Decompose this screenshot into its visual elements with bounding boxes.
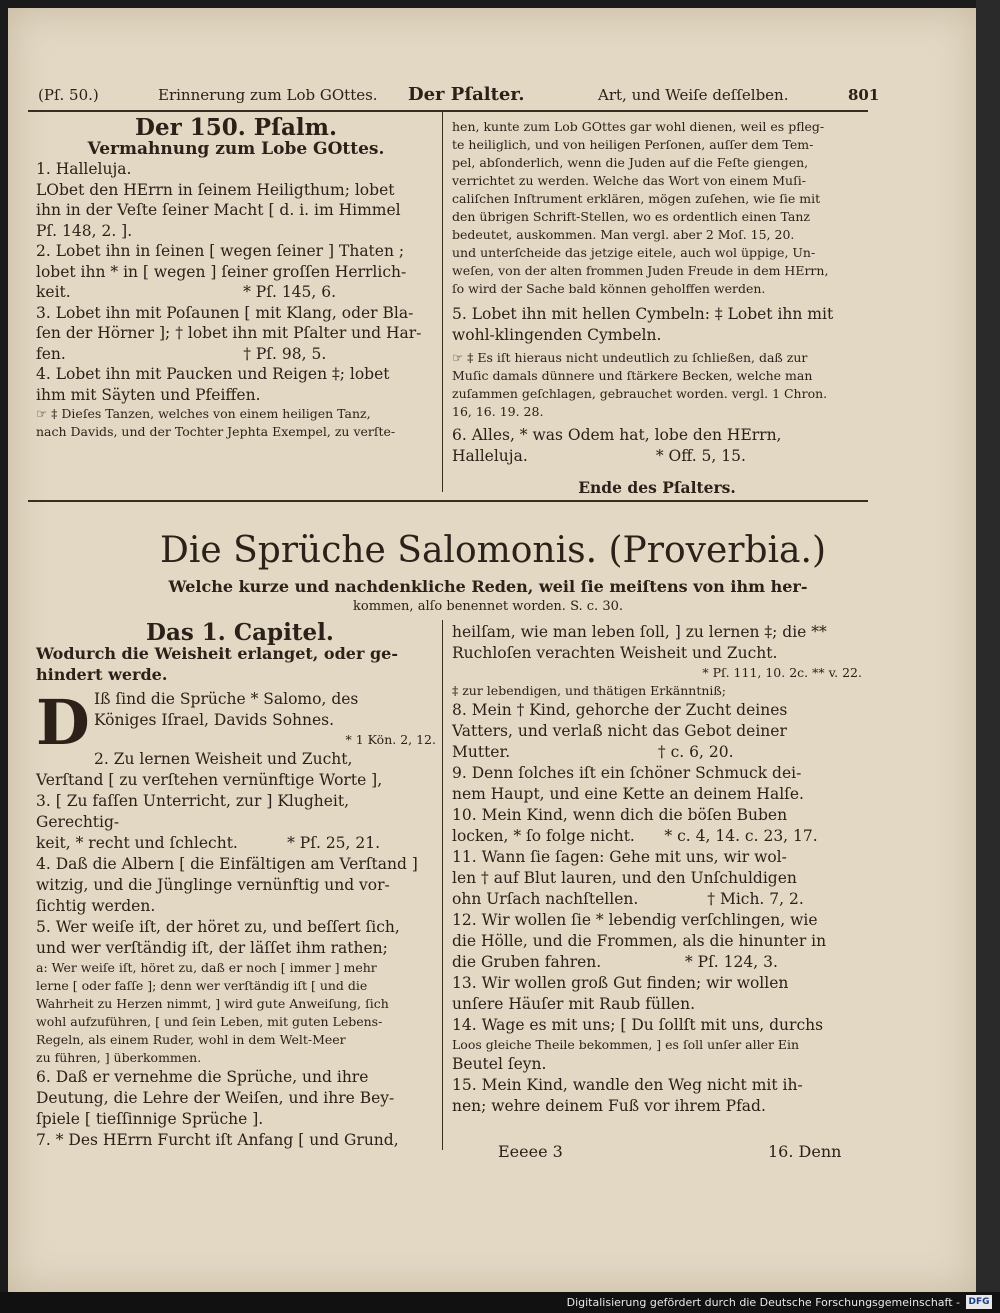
psalm-note: ☞ ‡ Dieſes Tanzen, welches von einem heiligen Tanz, (36, 406, 371, 421)
psalm-line: 5. Lobet ihn mit hellen Cymbeln: ‡ Lobet ihn mit (452, 305, 834, 323)
verse-line: 2. Zu lernen Weisheit und Zucht, (94, 750, 353, 768)
psalm-line: 1. Halleluja. (36, 160, 132, 178)
psalm-note: Muſic damals dünnere und ſtärkere Becken, welche man (452, 368, 813, 383)
verse-line: 4. Daß die Albern [ die Einfältigen am Verſtand ] (36, 855, 418, 873)
psalm-left-column (36, 114, 436, 441)
psalm-line: Pſ. 148, 2. ]. (36, 221, 133, 240)
psalm-line: keit. * Pſ. 145, 6. (36, 283, 337, 301)
verse-line: ohn Urſach nachſtellen. † Mich. 7, 2. (452, 890, 804, 908)
proverbs-left-column (36, 619, 436, 1151)
psalm-subtitle: Vermahnung zum Lobe GOttes. (87, 138, 385, 159)
verse-line: ſichtig werden. (36, 897, 156, 915)
psalm-line: ihm mit Säyten und Pfeiffen. (36, 385, 261, 404)
psalm-note: te heiliglich, und von heiligen Perſonen, auſſer dem Tem- (452, 137, 814, 152)
verse-ref: * Pſ. 111, 10. 2c. ** v. 22. (702, 665, 862, 680)
drop-cap-initial: D (36, 686, 90, 759)
psalm-note: caliſchen Inſtrument erklären, mögen zuſehen, wie ſie mit (452, 191, 821, 206)
running-head (38, 84, 880, 112)
proverbs-right-column (452, 622, 862, 1117)
verse-note: lerne [ oder faſſe ]; denn wer verſtändig iſt [ und die (36, 978, 368, 993)
column-divider-top (442, 112, 443, 492)
verse-line: Ruchloſen verachten Weisheit und Zucht. (452, 644, 778, 662)
verse-line: len † auf Blut lauren, und den Unſchuldigen (452, 869, 797, 887)
verse-line: Verſtand [ zu verſtehen vernünftige Worte ], (36, 771, 383, 789)
verse-line: 6. Daß er vernehme die Sprüche, und ihre (36, 1068, 369, 1086)
verse-line: Deutung, die Lehre der Weiſen, und ihre Bey- (36, 1089, 395, 1107)
verse-line: keit, * recht und ſchlecht. * Pſ. 25, 21. (36, 834, 381, 852)
verse-line: die Gruben fahren. * Pſ. 124, 3. (452, 953, 778, 971)
psalm-right-column (452, 118, 862, 499)
verse-line: 7. * Des HErrn Furcht iſt Anfang [ und Grund, (36, 1131, 399, 1149)
verse-line: 15. Mein Kind, wandle den Weg nicht mit ih- (452, 1076, 803, 1094)
verse-line: und wer verſtändig iſt, der läſſet ihm rathen; (36, 939, 388, 957)
proverbs-subtitle-cont: kommen, alſo benennet worden. S. c. 30. (353, 599, 623, 614)
verse-line: 9. Denn ſolches iſt ein ſchöner Schmuck dei- (452, 764, 802, 782)
scan-edge (976, 0, 1000, 1300)
end-of-psalter: Ende des Pſalters. (578, 478, 736, 497)
verse-line: 3. [ Zu faſſen Unterricht, zur ] Klugheit, Gerechtig- (36, 792, 350, 831)
psalm-line: 6. Alles, * was Odem hat, lobe den HErrn, (452, 426, 782, 444)
verse-note: wohl aufzuführen, [ und ſein Leben, mit guten Lebens- (36, 1014, 383, 1029)
verse-line: 5. Wer weiſe iſt, der höret zu, und beſſert ſich, (36, 918, 400, 936)
verse-note: Regeln, als einem Ruder, wohl in dem Welt-Meer (36, 1032, 346, 1047)
head-psalm-ref: (Pſ. 50.) (38, 86, 99, 104)
verse-line: nem Haupt, und eine Kette an deinem Halſe. (452, 785, 804, 803)
psalm-line: 3. Lobet ihn mit Poſaunen [ mit Klang, oder Bla- (36, 303, 414, 322)
psalm-note: ☞ ‡ Es iſt hieraus nicht undeutlich zu ſchließen, daß zur (452, 350, 808, 365)
verse-line: die Hölle, und die Frommen, als die hinunter in (452, 932, 827, 950)
chapter-title: Das 1. Capitel. (146, 619, 334, 646)
psalm-note: weſen, von der alten frommen Juden Freude in dem HErrn, (452, 263, 829, 278)
verse-line: ſpiele [ tieſſinnige Sprüche ]. (36, 1110, 264, 1128)
verse-line: unſere Häuſer mit Raub füllen. (452, 995, 695, 1013)
verse-ref: * 1 Kön. 2, 12. (345, 732, 436, 747)
column-divider-bottom (442, 620, 443, 1150)
psalm-note: hen, kunte zum Lob GOttes gar wohl dienen, weil es pfleg- (452, 119, 825, 134)
verse-line: Vatters, und verlaß nicht das Gebot deiner (452, 722, 787, 740)
verse-note: zu führen, ] überkommen. (36, 1050, 202, 1065)
verse-line: witzig, und die Jünglinge vernünftig und vor- (36, 876, 390, 894)
catchword: 16. Denn (768, 1142, 842, 1161)
verse-note: ‡ zur lebendigen, und thätigen Erkänntniß; (452, 683, 726, 698)
verse-line: heilſam, wie man leben ſoll, ] zu lernen ‡; die ** (452, 623, 827, 641)
head-left-topic: Erinnerung zum Lob GOttes. (158, 86, 378, 104)
psalm-note: verrichtet zu werden. Welche das Wort von einem Muſi- (452, 173, 806, 188)
psalm-note: ſo wird der Sache bald können geholffen werden. (452, 281, 766, 296)
psalm-line: 4. Lobet ihn mit Paucken und Reigen ‡; lobet (36, 365, 390, 383)
verse-line: locken, * ſo folge nicht. * c. 4, 14. c. 23, 17. (452, 827, 818, 845)
psalm-note: den übrigen Schrift-Stellen, wo es ordentlich einen Tanz (452, 209, 811, 224)
psalm-line: ihn in der Veſte ſeiner Macht [ d. i. im Himmel (36, 201, 401, 219)
verse-line: nen; wehre deinem Fuß vor ihrem Pfad. (452, 1097, 766, 1115)
psalm-note: bedeutet, auskommen. Man vergl. aber 2 Moſ. 15, 20. (452, 227, 795, 242)
verse-line: Königes Iſrael, Davids Sohnes. (94, 711, 335, 729)
psalm-line: lobet ihn * in [ wegen ] ſeiner groſſen Herrlich- (36, 262, 407, 281)
dfg-logo: DFG (966, 1295, 992, 1309)
psalm-line: ſen der Hörner ]; † lobet ihn mit Pſalter und Har- (36, 324, 422, 342)
verse-note: Wahrheit zu Herzen nimmt, ] wird gute Anweiſung, ſich (36, 996, 389, 1011)
psalm-line: 2. Lobet ihn in ſeinen [ wegen ſeiner ] Thaten ; (36, 242, 405, 260)
verse-line: Beutel ſeyn. (452, 1055, 547, 1073)
verse-line: Iß ſind die Sprüche * Salomo, des (94, 690, 359, 708)
verse-line: Loos gleiche Theile bekommen, ] es ſoll unſer aller Ein (452, 1037, 800, 1052)
head-right-topic: Art, und Weiſe deſſelben. (598, 86, 789, 104)
psalm-note: 16, 16. 19. 28. (452, 404, 544, 419)
verse-line: Mutter. † c. 6, 20. (452, 743, 734, 761)
verse-line: 11. Wann ſie ſagen: Gehe mit uns, wir wol- (452, 848, 787, 866)
psalm-note: zuſammen geſchlagen, gebrauchet worden. vergl. 1 Chron. (452, 386, 828, 401)
head-book-title: Der Pſalter. (408, 84, 525, 105)
psalm-note: und unterſcheide das jetzige eitele, auch wol üppige, Un- (452, 245, 816, 260)
psalm-line: wohl-klingenden Cymbeln. (452, 325, 662, 344)
psalm-line: Halleluja. * Off. 5, 15. (452, 446, 746, 465)
verse-line: 13. Wir wollen groß Gut finden; wir wollen (452, 974, 789, 992)
psalm-line: fen. † Pſ. 98, 5. (36, 344, 327, 363)
proverbs-subtitle: Welche kurze und nachdenkliche Reden, weil ſie meiſtens von ihm her- (168, 577, 808, 596)
psalm-note: pel, abſonderlich, wenn die Juden auf die Feſte giengen, (452, 155, 809, 170)
section-rule (28, 500, 868, 502)
verse-note: a: Wer weiſe iſt, höret zu, daß er noch [ immer ] mehr (36, 960, 377, 975)
signature-mark: Eeeee 3 (498, 1142, 563, 1161)
verse-line: 10. Mein Kind, wenn dich die böſen Buben (452, 806, 788, 824)
head-rule (28, 110, 868, 112)
chapter-summary: Wodurch die Weisheit erlanget, oder ge-hindert werde. (36, 644, 398, 684)
verse-line: 8. Mein † Kind, gehorche der Zucht deines (452, 701, 788, 719)
psalm-line: LObet den HErrn in ſeinem Heiligthum; lobet (36, 180, 395, 199)
book-page (8, 8, 976, 1292)
proverbs-title: Die Sprüche Salomonis. (Proverbia.) (159, 530, 827, 571)
page-number: 801 (848, 86, 880, 104)
funding-note: Digitalisierung gefördert durch die Deutsche Forschungsgemeinschaft - (566, 1296, 960, 1309)
verse-line: 12. Wir wollen ſie * lebendig verſchlingen, wie (452, 911, 818, 929)
verse-line: 14. Wage es mit uns; [ Du ſollſt mit uns, durchs (452, 1016, 824, 1034)
psalm-title: Der 150. Pſalm. (135, 114, 337, 141)
psalm-note: nach Davids, und der Tochter Jephta Exempel, zu verſte- (36, 424, 396, 439)
